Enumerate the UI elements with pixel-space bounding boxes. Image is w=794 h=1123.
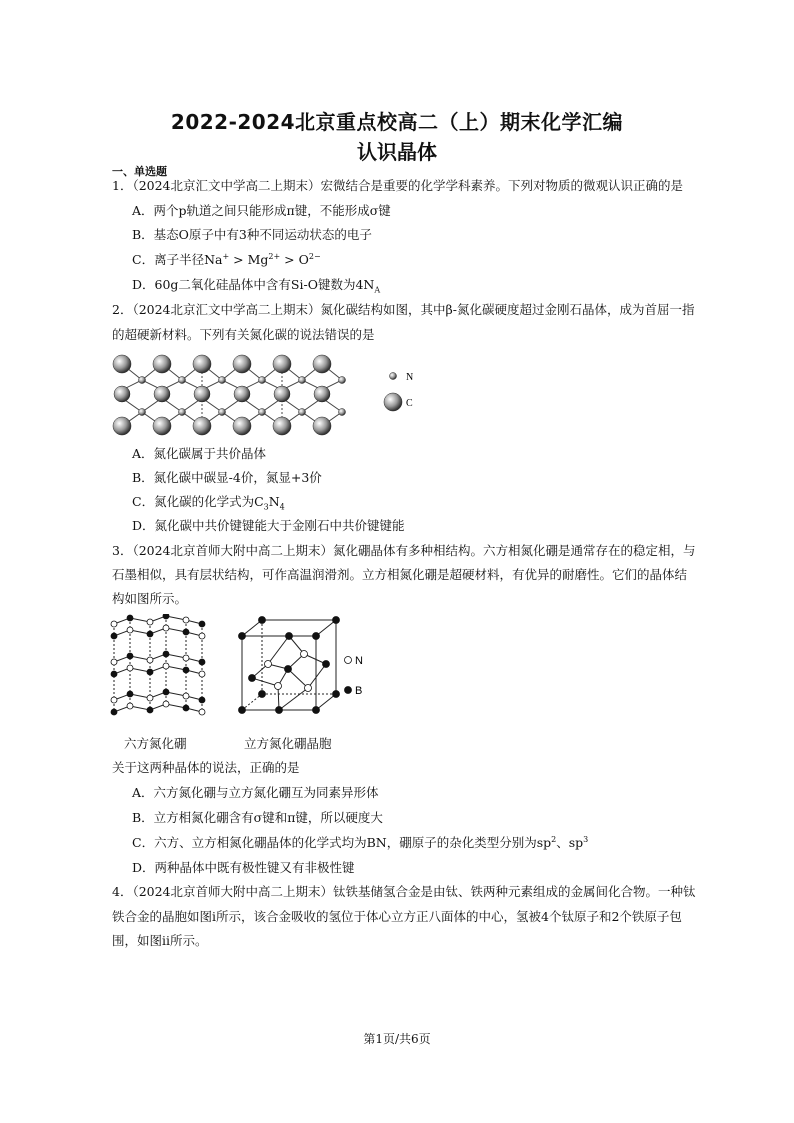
q1-stem: 1．（2024北京汇文中学高二上期末）宏微结合是重要的化学学科素养。下列对物质的微观认识正确的是: [112, 178, 684, 193]
page-footer: 第1页/共6页: [363, 1032, 431, 1046]
q3-lead: 关于这两种晶体的说法，正确的是: [112, 760, 300, 775]
q2-option-d: D．氮化碳中共价键键能大于金刚石中共价键键能: [132, 518, 405, 533]
q2-stem-line1: 2．（2024北京汇文中学高二上期末）氮化碳结构如图，其中β-氮化碳硬度超过金刚石晶体，成为首屈一指: [112, 302, 695, 317]
q3-stem-line3: 构如图所示。: [112, 591, 188, 606]
q4-stem-line1: 4．（2024北京首师大附中高二上期末）钛铁基储氢合金是由钛、铁两种元素组成的金属间化合物。一种钛: [112, 884, 696, 899]
q3-option-a: A．六方氮化硼与立方氮化硼互为同素异形体: [132, 785, 379, 800]
q4-stem-line2: 铁合金的晶胞如图i所示，该合金吸收的氢位于体心立方正八面体的中心，氢被4个钛原子和2个铁原子包: [112, 909, 682, 924]
caption-cubic-bn: 立方氮化硼晶胞: [244, 736, 332, 751]
section-heading: 一、单选题: [112, 165, 167, 178]
boron-nitride-structures-figure: [108, 614, 378, 730]
q1-option-a: A．两个p轨道之间只能形成π键，不能形成σ键: [132, 203, 391, 218]
caption-hexagonal-bn: 六方氮化硼: [124, 736, 187, 751]
q3-option-c: C．六方、立方相氮化硼晶体的化学式均为BN，硼原子的杂化类型分别为$sp^2$、$sp^3$: [132, 834, 589, 850]
legend-b-label: B: [355, 685, 363, 697]
legend-n-label: N: [355, 655, 363, 667]
q2-option-c: C．氮化碳的化学式为$C_3N_4$: [132, 494, 285, 512]
legend-n-label: N: [406, 372, 414, 383]
q2-option-a: A．氮化碳属于共价晶体: [132, 446, 267, 461]
q3-stem-line2: 石墨相似，具有层状结构，可作高温润滑剂。立方相氮化硼是超硬材料，有优异的耐磨性。它们的晶体结: [112, 567, 688, 582]
document-title: 2022-2024北京重点校高二（上）期末化学汇编: [170, 110, 624, 134]
q2-stem-line2: 的超硬新材料。下列有关氮化碳的说法错误的是: [112, 327, 375, 342]
carbon-nitride-structure-figure: [108, 350, 428, 442]
document-subtitle: 认识晶体: [357, 140, 437, 164]
q2-option-b: B．氮化碳中碳显-4价，氮显+3价: [132, 470, 322, 485]
q3-stem-line1: 3．（2024北京首师大附中高二上期末）氮化硼晶体有多种相结构。六方相氮化硼是通常存在的稳定相，与: [112, 543, 696, 558]
q1-option-c: C．离子半径$Na^+ > Mg^{2+} > O^{2-}$: [132, 251, 321, 267]
q1-option-b: B．基态O原子中有3种不同运动状态的电子: [132, 227, 372, 242]
q3-option-b: B．立方相氮化硼含有σ键和π键，所以硬度大: [132, 810, 383, 825]
q1-option-d: D．60g二氧化硅晶体中含有Si-O键数为$4N_A$: [132, 277, 381, 295]
legend-c-label: C: [406, 398, 413, 409]
q3-option-d: D．两种晶体中既有极性键又有非极性键: [132, 860, 355, 875]
q4-stem-line3: 围，如图ii所示。: [112, 933, 208, 948]
